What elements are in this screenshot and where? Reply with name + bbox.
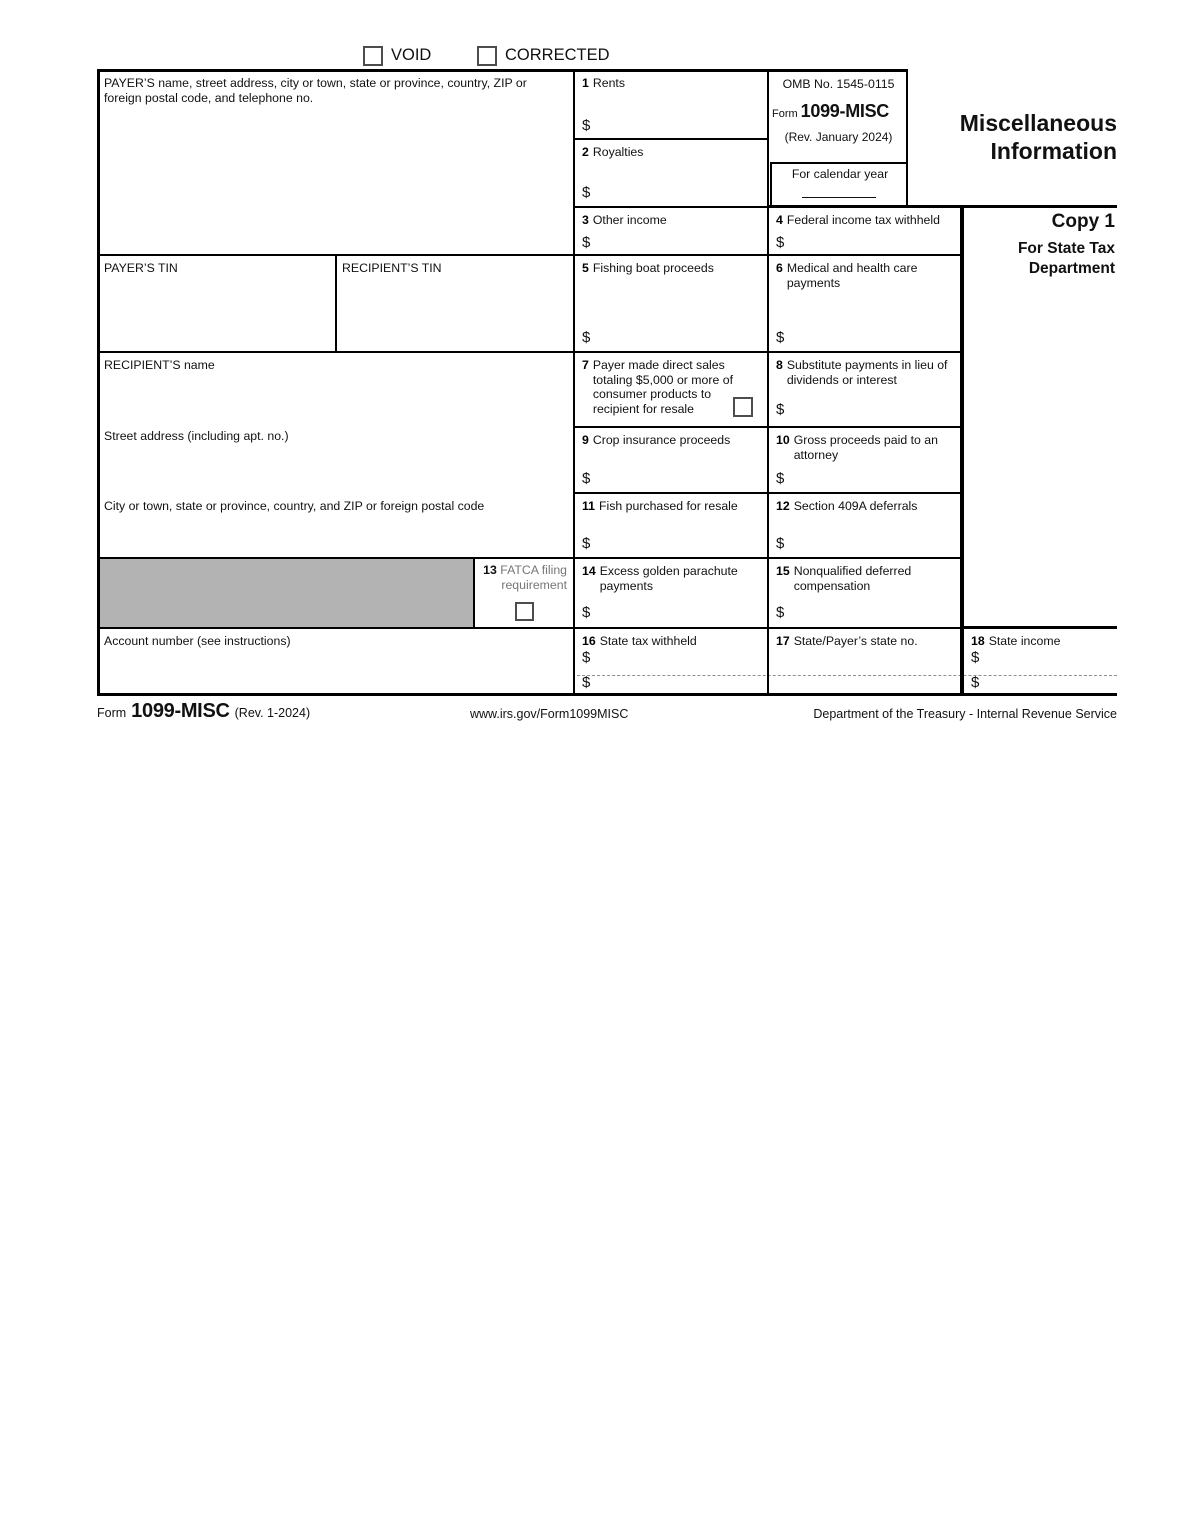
state-row-dashed-line xyxy=(577,675,1117,676)
payer-info-field[interactable] xyxy=(101,111,561,246)
footer-form-number: 1099-MISC xyxy=(131,700,230,722)
footer-website: www.irs.gov/Form1099MISC xyxy=(470,707,629,721)
divider-line xyxy=(97,69,100,696)
box18-label: 18 State income xyxy=(971,634,1061,648)
form-word: Form xyxy=(772,108,798,120)
divider-line xyxy=(97,254,962,256)
box8-substitute-payments-cell xyxy=(769,353,961,425)
box5-fishing-boat-cell xyxy=(575,256,765,350)
street-address-field[interactable] xyxy=(101,448,561,486)
box7-direct-sales-cell xyxy=(575,353,765,425)
direct-sales-checkbox[interactable] xyxy=(733,397,753,417)
recipient-name-label: RECIPIENT’S name xyxy=(104,358,215,372)
divider-line xyxy=(97,351,962,353)
box14-amount-field[interactable]: $ xyxy=(582,604,591,621)
box6-label: 6 Medical and health care payments xyxy=(776,261,918,290)
box16-label: 16 State tax withheld xyxy=(582,634,697,648)
box12-amount-field[interactable]: $ xyxy=(776,535,785,552)
box3-amount-field[interactable]: $ xyxy=(582,234,591,251)
divider-line xyxy=(97,627,962,629)
box13-label: 13 FATCA filing requirement xyxy=(483,563,567,592)
divider-line xyxy=(770,162,908,164)
divider-line xyxy=(97,557,962,559)
city-state-zip-label: City or town, state or province, country, and ZIP or foreign postal code xyxy=(104,499,485,513)
box12-409a-deferrals-cell xyxy=(769,494,961,556)
void-checkbox[interactable] xyxy=(363,46,383,66)
box7-label: 7 Payer made direct sales totaling $5,000 or more of consumer products to recipient for resale xyxy=(582,358,733,416)
box5-label: 5 Fishing boat proceeds xyxy=(582,261,714,275)
copy-label: Copy 1 xyxy=(1051,211,1115,232)
divider-line xyxy=(767,205,1117,208)
footer-revision: (Rev. 1-2024) xyxy=(234,706,311,720)
divider-line xyxy=(962,626,1117,629)
corrected-checkbox[interactable] xyxy=(477,46,497,66)
box4-label: 4 Federal income tax withheld xyxy=(776,213,940,227)
recipient-tin-label: RECIPIENT’S TIN xyxy=(342,261,442,275)
box9-label: 9 Crop insurance proceeds xyxy=(582,433,731,447)
divider-line xyxy=(906,69,908,208)
box1-amount-field[interactable]: $ xyxy=(582,117,591,134)
recipient-tin-field[interactable] xyxy=(339,280,564,344)
account-number-label: Account number (see instructions) xyxy=(104,634,291,648)
divider-line xyxy=(960,205,964,695)
box14-label: 14 Excess golden parachute payments xyxy=(582,564,738,593)
box10-gross-proceeds-cell xyxy=(769,428,961,491)
omb-number: OMB No. 1545-0115 xyxy=(782,77,895,91)
box5-amount-field[interactable]: $ xyxy=(582,329,591,346)
box13-fatca-cell xyxy=(475,559,573,627)
box9-crop-insurance-cell xyxy=(575,428,765,491)
divider-line xyxy=(767,69,769,695)
box1-rents-cell xyxy=(575,71,765,138)
calendar-year-field[interactable] xyxy=(802,197,876,198)
box6-amount-field[interactable]: $ xyxy=(776,329,785,346)
box16-amount-field-line1[interactable]: $ xyxy=(582,649,591,666)
payer-tin-field[interactable] xyxy=(101,280,326,344)
box11-fish-purchased-cell xyxy=(575,494,765,556)
box9-amount-field[interactable]: $ xyxy=(582,470,591,487)
box17-label: 17 State/Payer’s state no. xyxy=(776,634,918,648)
calendar-year-block xyxy=(772,164,908,206)
divider-line xyxy=(770,162,772,207)
divider-line xyxy=(335,254,337,353)
divider-line xyxy=(573,138,767,140)
box18-amount-field-line1[interactable]: $ xyxy=(971,649,980,666)
box15-label: 15 Nonqualified deferred compensation xyxy=(776,564,912,593)
form-revision: (Rev. January 2024) xyxy=(784,130,893,144)
recipient-name-field[interactable] xyxy=(101,377,561,419)
box3-other-income-cell xyxy=(575,208,765,253)
form-title-line1: Miscellaneous xyxy=(959,110,1117,136)
footer-agency: Department of the Treasury - Internal Revenue Service xyxy=(813,707,1117,721)
divider-line xyxy=(473,557,475,629)
city-state-zip-cell xyxy=(97,494,573,556)
form-number: 1099-MISC xyxy=(800,101,890,121)
box18-amount-field-line2[interactable]: $ xyxy=(971,674,980,691)
recipient-name-cell xyxy=(97,353,573,425)
payer-tin-cell xyxy=(97,256,335,350)
box14-golden-parachute-cell xyxy=(575,559,765,627)
street-address-cell xyxy=(97,424,573,492)
copy-for-line2: Department xyxy=(1028,260,1115,277)
box17-state-payer-no-field[interactable] xyxy=(773,649,953,689)
payer-info-cell xyxy=(97,71,573,254)
footer-form-word: Form xyxy=(97,706,127,720)
box12-label: 12 Section 409A deferrals xyxy=(776,499,918,513)
box8-label: 8 Substitute payments in lieu of dividends or interest xyxy=(776,358,948,387)
divider-line xyxy=(97,693,1117,696)
box17-state-payer-no-cell xyxy=(769,629,961,693)
box10-label: 10 Gross proceeds paid to an attorney xyxy=(776,433,938,462)
box18-state-income-cell xyxy=(964,629,1116,693)
box1-label: 1 Rents xyxy=(582,76,625,90)
fatca-checkbox[interactable] xyxy=(515,602,534,621)
recipient-tin-cell xyxy=(335,256,573,350)
box10-amount-field[interactable]: $ xyxy=(776,470,785,487)
box15-nonqualified-comp-cell xyxy=(769,559,961,627)
box16-state-tax-cell xyxy=(575,629,765,693)
box16-amount-field-line2[interactable]: $ xyxy=(582,674,591,691)
shaded-reserved-box xyxy=(98,558,474,628)
calendar-year-label: For calendar year xyxy=(791,167,889,181)
box2-royalties-cell xyxy=(575,140,765,205)
void-label: VOID xyxy=(391,46,432,64)
box11-amount-field[interactable]: $ xyxy=(582,535,591,552)
account-number-field[interactable] xyxy=(101,653,561,687)
box6-medical-payments-cell xyxy=(769,256,961,350)
form-title xyxy=(847,110,1117,165)
footer-form-id xyxy=(97,700,310,723)
box4-federal-tax-cell xyxy=(769,208,961,253)
street-address-label: Street address (including apt. no.) xyxy=(104,429,289,443)
copy-block xyxy=(965,211,1115,278)
divider-line xyxy=(97,69,908,72)
city-state-zip-field[interactable] xyxy=(101,518,561,550)
box3-label: 3 Other income xyxy=(582,213,667,227)
box4-amount-field[interactable]: $ xyxy=(776,234,785,251)
form-title-line2: Information xyxy=(990,137,1117,164)
box15-amount-field[interactable]: $ xyxy=(776,604,785,621)
divider-line xyxy=(573,206,767,208)
corrected-label: CORRECTED xyxy=(505,46,610,64)
box2-label: 2 Royalties xyxy=(582,145,644,159)
account-number-cell xyxy=(97,629,573,692)
payer-info-label: PAYER’S name, street address, city or town, state or province, country, ZIP or foreign postal code, and telephone no. xyxy=(104,76,527,105)
box2-amount-field[interactable]: $ xyxy=(582,184,591,201)
copy-for-line1: For State Tax xyxy=(1017,240,1115,257)
box8-amount-field[interactable]: $ xyxy=(776,401,785,418)
box11-label: 11 Fish purchased for resale xyxy=(582,499,738,513)
divider-line xyxy=(573,69,575,695)
payer-tin-label: PAYER’S TIN xyxy=(104,261,178,275)
